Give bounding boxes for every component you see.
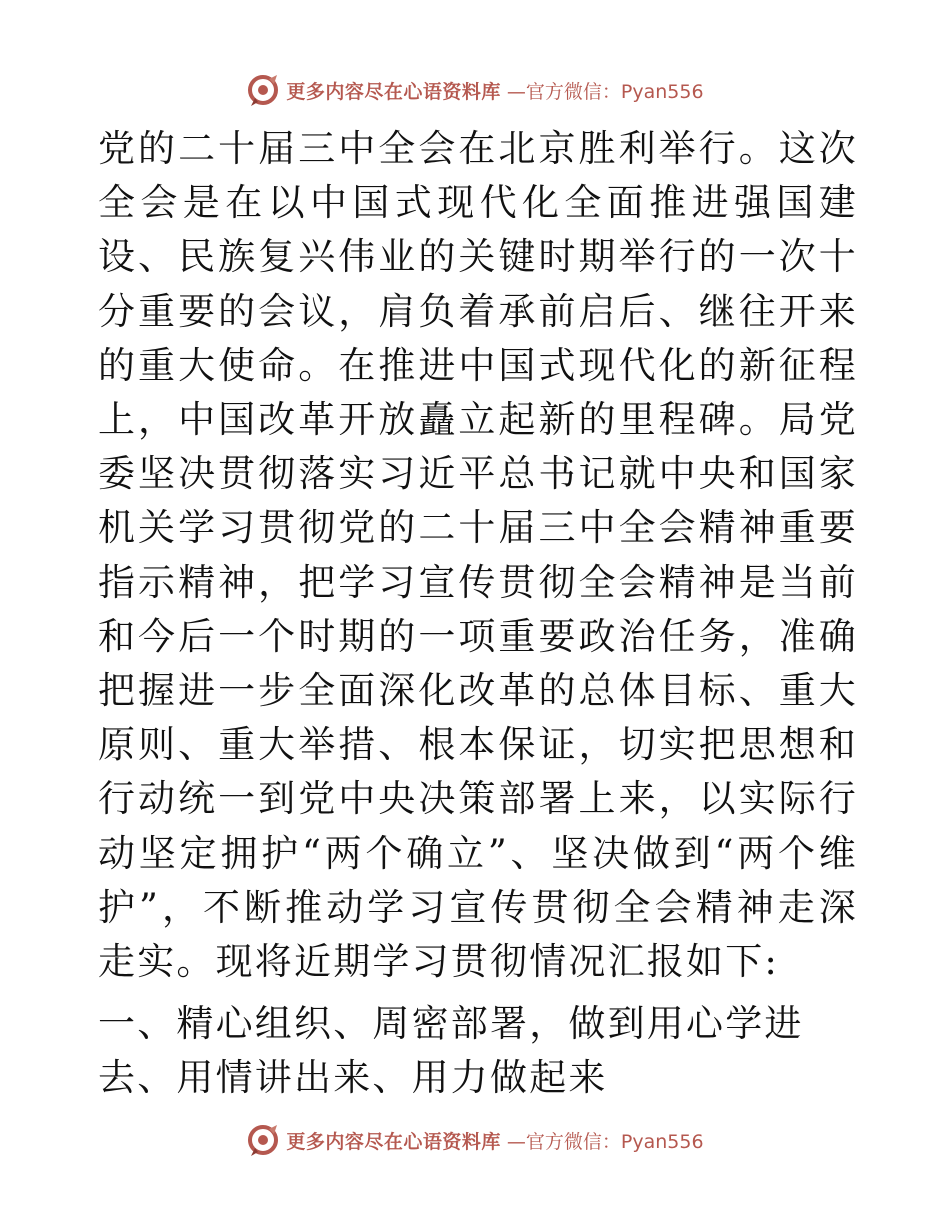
body-paragraph: 党的二十届三中全会在北京胜利举行。这次全会是在以中国式现代化全面推进强国建设、民族复兴伟业的关键时期举行的一次十分重要的会议，肩负着承前启后、继往开来的重大使命。在推进中国式现代化的新征程上，中国改革开放矗立起新的里程碑。局党委坚决贯彻落实习近平总书记就中央和国家机关学习贯彻党的二十届三中全会精神重要指示精神，把学习宣传贯彻全会精神是当前和今后一个时期的一项重要政治任务，准确把握进一步全面深化改革的总体目标、重大原则、重大举措、根本保证，切实把思想和行动统一到党中央决策部署上来，以实际行动坚定拥护“两个确立”、坚决做到“两个维护”，不断推动学习宣传贯彻全会精神走深走实。现将近期学习贯彻情况汇报如下: xyxy=(98,127,858,984)
section-heading: 一、精心组织、周密部署，做到用心学进去、用情讲出来、用力做起来 xyxy=(98,1002,804,1100)
header-watermark xyxy=(0,70,950,110)
header-brand-text: 更多内容尽在心语资料库 xyxy=(286,80,501,103)
brand-logo-icon xyxy=(246,73,280,107)
brand-logo-icon xyxy=(246,1123,280,1157)
header-wechat-text: —官方微信：Pyan556 xyxy=(506,80,704,103)
footer-brand-text: 更多内容尽在心语资料库 xyxy=(286,1130,501,1153)
document-body xyxy=(98,122,858,1106)
footer-wechat-text: —官方微信：Pyan556 xyxy=(506,1130,704,1153)
footer-watermark xyxy=(0,1120,950,1160)
